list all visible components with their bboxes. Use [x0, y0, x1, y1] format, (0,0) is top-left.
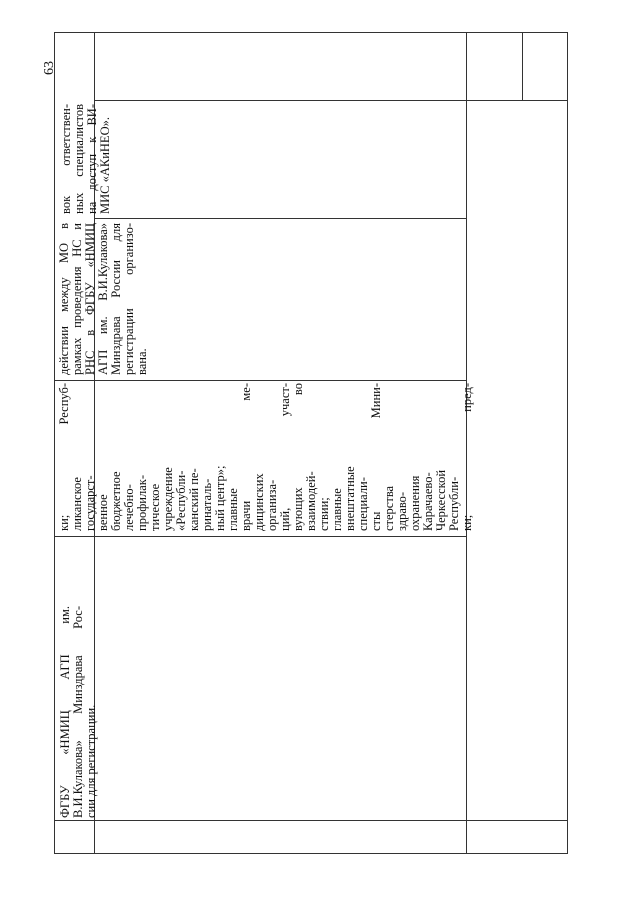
text-line: здраво- — [395, 491, 409, 531]
text-line: профилак- — [135, 475, 149, 531]
text-line: на доступ к ВИ- — [85, 104, 99, 214]
cell-participants-text — [58, 383, 474, 531]
text-line: ликанское — [70, 477, 84, 531]
text-line: взаимодей- — [304, 471, 318, 531]
page-number: 63 — [42, 61, 57, 75]
text-line: вующих во — [291, 383, 305, 531]
cell-access-text — [60, 104, 112, 214]
text-line: рамках проведения НС и — [70, 223, 84, 375]
table-row-divider — [54, 820, 568, 821]
text-line: дицинских — [252, 473, 266, 531]
text-line: Республи- — [447, 476, 461, 531]
cell-organization-text — [59, 606, 98, 818]
table-column-divider — [522, 32, 523, 100]
text-line: главные — [226, 488, 240, 531]
text-line: бюджетное — [109, 471, 123, 531]
cell-interaction-text — [58, 223, 149, 375]
text-line: государст- — [83, 475, 97, 531]
text-line: венное — [96, 494, 110, 531]
table-row-divider — [94, 100, 568, 101]
table-row-divider — [94, 218, 466, 219]
text-line: сты Мини- — [369, 383, 383, 531]
text-line: стерства — [382, 485, 396, 531]
text-line: ций, участ- — [278, 383, 292, 531]
text-line: канский пе- — [187, 468, 201, 531]
text-line: внештатные — [343, 466, 357, 531]
text-line: РНС в ФГБУ «НМИЦ — [83, 223, 97, 375]
text-line: сии для регистрации. — [84, 704, 98, 818]
text-line: В.И.Кулакова» Минздрава Рос- — [71, 606, 85, 818]
text-line: охранения — [408, 475, 422, 531]
text-line: Минздрава России для — [109, 223, 123, 375]
text-line: ных специалистов — [72, 104, 86, 214]
text-line: ный центр»; — [213, 465, 227, 531]
text-line: специали- — [356, 477, 370, 531]
text-line: тическое — [148, 483, 162, 531]
table-row-divider — [54, 380, 466, 381]
text-line: главные — [330, 488, 344, 531]
text-line: АГП им. В.И.Кулакова» — [96, 223, 110, 375]
text-line: МИС «АКиНЕО». — [98, 117, 112, 214]
text-line: действии между МО в — [57, 223, 71, 375]
text-line: ствии; — [317, 497, 331, 531]
text-line: ринаталь- — [200, 478, 214, 531]
text-line: «Республи- — [174, 470, 188, 531]
text-line: врачи ме- — [239, 383, 253, 531]
text-line: учреждение — [161, 467, 175, 531]
text-line: Карачаево- — [421, 472, 435, 531]
text-line: ки; Респуб- — [57, 383, 71, 531]
text-line: вок ответствен- — [59, 104, 73, 214]
text-line: ФГБУ «НМИЦ АГП им. — [58, 606, 72, 818]
table-row-divider — [54, 536, 466, 537]
text-line: Черкесской — [434, 469, 448, 531]
text-line: регистрации организо- — [122, 223, 136, 375]
text-line: вана. — [135, 348, 149, 375]
text-line: лечебно- — [122, 484, 136, 531]
text-line: организа- — [265, 479, 279, 531]
text-line: ки; пред- — [460, 383, 474, 531]
